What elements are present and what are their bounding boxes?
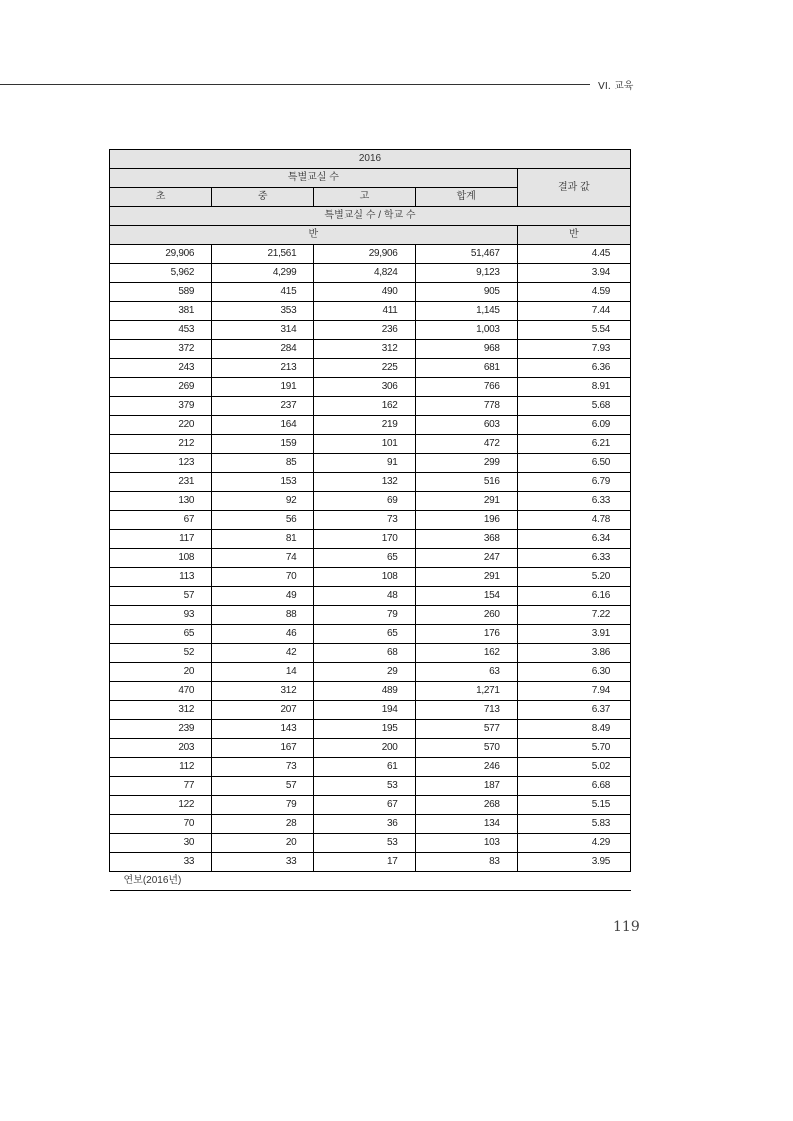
cell-total: 196 <box>415 511 517 530</box>
page-number: 119 <box>613 919 640 935</box>
cell-elementary: 231 <box>110 473 212 492</box>
cell-middle: 143 <box>212 720 314 739</box>
cell-high: 53 <box>314 834 415 853</box>
cell-high: 36 <box>314 815 415 834</box>
cell-high: 65 <box>314 549 415 568</box>
cell-high: 53 <box>314 777 415 796</box>
cell-high: 61 <box>314 758 415 777</box>
cell-result: 5.15 <box>517 796 630 815</box>
group-header: 특별교실 수 <box>110 169 518 188</box>
cell-elementary: 269 <box>110 378 212 397</box>
cell-result: 6.33 <box>517 492 630 511</box>
table-row <box>110 473 631 492</box>
cell-high: 29 <box>314 663 415 682</box>
cell-elementary: 70 <box>110 815 212 834</box>
cell-elementary: 108 <box>110 549 212 568</box>
cell-result: 6.50 <box>517 454 630 473</box>
cell-middle: 153 <box>212 473 314 492</box>
cell-elementary: 20 <box>110 663 212 682</box>
table-row <box>110 264 631 283</box>
cell-total: 83 <box>415 853 517 872</box>
formula-header: 특별교실 수 / 학교 수 <box>110 207 631 226</box>
cell-middle: 207 <box>212 701 314 720</box>
cell-result: 6.34 <box>517 530 630 549</box>
table-row <box>110 359 631 378</box>
cell-middle: 4,299 <box>212 264 314 283</box>
cell-high: 490 <box>314 283 415 302</box>
table-row <box>110 302 631 321</box>
cell-result: 6.79 <box>517 473 630 492</box>
cell-middle: 353 <box>212 302 314 321</box>
cell-elementary: 379 <box>110 397 212 416</box>
cell-elementary: 33 <box>110 853 212 872</box>
cell-elementary: 122 <box>110 796 212 815</box>
cell-total: 63 <box>415 663 517 682</box>
table-row <box>110 701 631 720</box>
cell-result: 5.20 <box>517 568 630 587</box>
unit-left: 반 <box>110 226 518 245</box>
table-row <box>110 758 631 777</box>
table-row <box>110 682 631 701</box>
cell-high: 236 <box>314 321 415 340</box>
cell-result: 6.21 <box>517 435 630 454</box>
table-row <box>110 511 631 530</box>
unit-row <box>110 226 631 245</box>
cell-result: 6.37 <box>517 701 630 720</box>
cell-high: 132 <box>314 473 415 492</box>
cell-high: 170 <box>314 530 415 549</box>
table-row <box>110 492 631 511</box>
cell-result: 8.49 <box>517 720 630 739</box>
table-row <box>110 720 631 739</box>
cell-middle: 164 <box>212 416 314 435</box>
cell-result: 7.93 <box>517 340 630 359</box>
cell-total: 247 <box>415 549 517 568</box>
cell-total: 905 <box>415 283 517 302</box>
cell-elementary: 57 <box>110 587 212 606</box>
table-row <box>110 834 631 853</box>
cell-high: 48 <box>314 587 415 606</box>
cell-middle: 167 <box>212 739 314 758</box>
cell-total: 681 <box>415 359 517 378</box>
column-header-high: 고 <box>314 188 415 207</box>
table-row <box>110 245 631 264</box>
table-row <box>110 644 631 663</box>
cell-total: 778 <box>415 397 517 416</box>
cell-result: 3.91 <box>517 625 630 644</box>
cell-high: 79 <box>314 606 415 625</box>
cell-total: 766 <box>415 378 517 397</box>
cell-elementary: 239 <box>110 720 212 739</box>
table-row <box>110 530 631 549</box>
statistics-table <box>109 149 631 891</box>
cell-high: 67 <box>314 796 415 815</box>
result-header: 결과 값 <box>517 169 630 207</box>
cell-total: 291 <box>415 492 517 511</box>
cell-total: 1,145 <box>415 302 517 321</box>
year-header: 2016 <box>110 150 631 169</box>
cell-total: 246 <box>415 758 517 777</box>
cell-total: 1,003 <box>415 321 517 340</box>
cell-middle: 46 <box>212 625 314 644</box>
cell-high: 29,906 <box>314 245 415 264</box>
table-row <box>110 378 631 397</box>
table-row <box>110 321 631 340</box>
cell-elementary: 243 <box>110 359 212 378</box>
cell-total: 713 <box>415 701 517 720</box>
cell-result: 3.95 <box>517 853 630 872</box>
cell-middle: 237 <box>212 397 314 416</box>
cell-high: 73 <box>314 511 415 530</box>
cell-elementary: 470 <box>110 682 212 701</box>
cell-total: 260 <box>415 606 517 625</box>
cell-middle: 314 <box>212 321 314 340</box>
cell-elementary: 30 <box>110 834 212 853</box>
table-row <box>110 340 631 359</box>
cell-elementary: 5,962 <box>110 264 212 283</box>
cell-high: 194 <box>314 701 415 720</box>
table-row <box>110 777 631 796</box>
cell-total: 176 <box>415 625 517 644</box>
cell-high: 312 <box>314 340 415 359</box>
cell-result: 6.68 <box>517 777 630 796</box>
year-row <box>110 150 631 169</box>
cell-middle: 20 <box>212 834 314 853</box>
cell-high: 195 <box>314 720 415 739</box>
cell-middle: 42 <box>212 644 314 663</box>
cell-total: 103 <box>415 834 517 853</box>
cell-middle: 312 <box>212 682 314 701</box>
cell-middle: 85 <box>212 454 314 473</box>
table-row <box>110 283 631 302</box>
cell-elementary: 93 <box>110 606 212 625</box>
cell-middle: 159 <box>212 435 314 454</box>
cell-total: 154 <box>415 587 517 606</box>
cell-high: 17 <box>314 853 415 872</box>
cell-middle: 70 <box>212 568 314 587</box>
table-row <box>110 796 631 815</box>
cell-result: 5.54 <box>517 321 630 340</box>
column-header-total: 합계 <box>415 188 517 207</box>
cell-middle: 28 <box>212 815 314 834</box>
cell-total: 472 <box>415 435 517 454</box>
cell-total: 51,467 <box>415 245 517 264</box>
cell-result: 5.02 <box>517 758 630 777</box>
table-row <box>110 568 631 587</box>
cell-middle: 57 <box>212 777 314 796</box>
cell-total: 162 <box>415 644 517 663</box>
table-row <box>110 663 631 682</box>
cell-total: 603 <box>415 416 517 435</box>
cell-result: 7.44 <box>517 302 630 321</box>
cell-total: 187 <box>415 777 517 796</box>
cell-high: 306 <box>314 378 415 397</box>
cell-elementary: 67 <box>110 511 212 530</box>
cell-high: 69 <box>314 492 415 511</box>
cell-result: 6.16 <box>517 587 630 606</box>
cell-elementary: 117 <box>110 530 212 549</box>
cell-high: 108 <box>314 568 415 587</box>
cell-result: 5.68 <box>517 397 630 416</box>
cell-result: 6.36 <box>517 359 630 378</box>
table-row <box>110 587 631 606</box>
cell-high: 4,824 <box>314 264 415 283</box>
header-rule <box>0 84 590 85</box>
cell-result: 5.70 <box>517 739 630 758</box>
source-note: 연보(2016년) <box>110 872 631 891</box>
source-row <box>110 872 631 891</box>
cell-middle: 415 <box>212 283 314 302</box>
cell-middle: 92 <box>212 492 314 511</box>
cell-middle: 33 <box>212 853 314 872</box>
cell-elementary: 29,906 <box>110 245 212 264</box>
cell-result: 4.59 <box>517 283 630 302</box>
table-row <box>110 606 631 625</box>
cell-result: 6.33 <box>517 549 630 568</box>
cell-middle: 73 <box>212 758 314 777</box>
cell-elementary: 65 <box>110 625 212 644</box>
cell-elementary: 130 <box>110 492 212 511</box>
table-row <box>110 397 631 416</box>
column-header-elementary: 초 <box>110 188 212 207</box>
cell-total: 134 <box>415 815 517 834</box>
cell-middle: 21,561 <box>212 245 314 264</box>
cell-high: 225 <box>314 359 415 378</box>
table-row <box>110 454 631 473</box>
cell-result: 5.83 <box>517 815 630 834</box>
cell-middle: 74 <box>212 549 314 568</box>
cell-elementary: 112 <box>110 758 212 777</box>
cell-middle: 49 <box>212 587 314 606</box>
cell-high: 91 <box>314 454 415 473</box>
cell-high: 200 <box>314 739 415 758</box>
cell-elementary: 312 <box>110 701 212 720</box>
cell-elementary: 381 <box>110 302 212 321</box>
cell-result: 6.30 <box>517 663 630 682</box>
cell-elementary: 123 <box>110 454 212 473</box>
cell-high: 162 <box>314 397 415 416</box>
cell-result: 8.91 <box>517 378 630 397</box>
cell-total: 577 <box>415 720 517 739</box>
cell-result: 4.29 <box>517 834 630 853</box>
column-header-middle: 중 <box>212 188 314 207</box>
cell-result: 3.94 <box>517 264 630 283</box>
cell-elementary: 589 <box>110 283 212 302</box>
cell-total: 968 <box>415 340 517 359</box>
cell-elementary: 372 <box>110 340 212 359</box>
cell-elementary: 77 <box>110 777 212 796</box>
table-row <box>110 815 631 834</box>
cell-total: 570 <box>415 739 517 758</box>
cell-high: 101 <box>314 435 415 454</box>
cell-elementary: 220 <box>110 416 212 435</box>
cell-total: 516 <box>415 473 517 492</box>
cell-result: 4.45 <box>517 245 630 264</box>
cell-middle: 213 <box>212 359 314 378</box>
cell-elementary: 453 <box>110 321 212 340</box>
cell-result: 7.22 <box>517 606 630 625</box>
cell-high: 65 <box>314 625 415 644</box>
cell-middle: 56 <box>212 511 314 530</box>
cell-high: 219 <box>314 416 415 435</box>
table-row <box>110 739 631 758</box>
cell-total: 291 <box>415 568 517 587</box>
cell-high: 68 <box>314 644 415 663</box>
cell-middle: 14 <box>212 663 314 682</box>
cell-high: 489 <box>314 682 415 701</box>
cell-total: 1,271 <box>415 682 517 701</box>
table-row <box>110 435 631 454</box>
cell-middle: 284 <box>212 340 314 359</box>
cell-elementary: 113 <box>110 568 212 587</box>
cell-elementary: 212 <box>110 435 212 454</box>
table-row <box>110 625 631 644</box>
cell-middle: 81 <box>212 530 314 549</box>
cell-elementary: 52 <box>110 644 212 663</box>
cell-total: 9,123 <box>415 264 517 283</box>
cell-total: 368 <box>415 530 517 549</box>
cell-elementary: 203 <box>110 739 212 758</box>
cell-middle: 191 <box>212 378 314 397</box>
cell-total: 268 <box>415 796 517 815</box>
cell-middle: 88 <box>212 606 314 625</box>
cell-result: 7.94 <box>517 682 630 701</box>
cell-high: 411 <box>314 302 415 321</box>
cell-result: 4.78 <box>517 511 630 530</box>
formula-row <box>110 207 631 226</box>
section-header: VI. 교육 <box>598 81 634 92</box>
cell-total: 299 <box>415 454 517 473</box>
unit-right: 반 <box>517 226 630 245</box>
table-row <box>110 549 631 568</box>
table-row <box>110 416 631 435</box>
group-row <box>110 169 631 188</box>
cell-result: 6.09 <box>517 416 630 435</box>
cell-middle: 79 <box>212 796 314 815</box>
table-row <box>110 853 631 872</box>
cell-result: 3.86 <box>517 644 630 663</box>
